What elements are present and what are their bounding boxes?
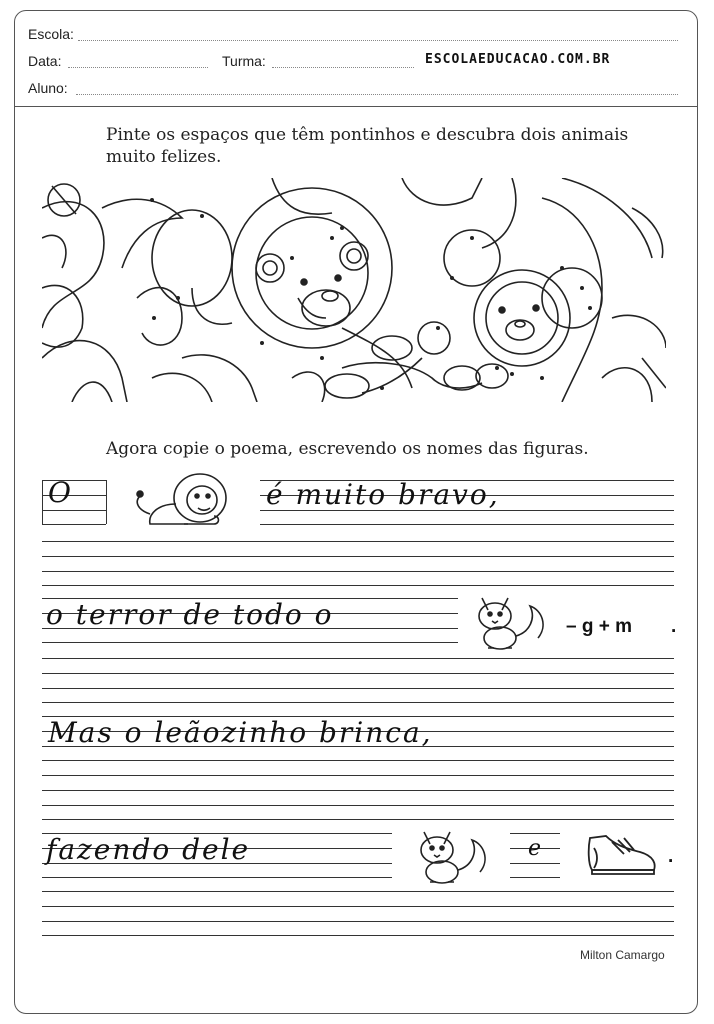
writing-lines[interactable]	[42, 775, 674, 819]
school-field[interactable]	[78, 40, 678, 41]
writing-lines[interactable]	[42, 541, 674, 585]
row1-text: é muito bravo,	[266, 478, 500, 511]
class-label: Turma:	[222, 53, 266, 69]
row4-text: fazendo dele	[46, 833, 251, 866]
lion-icon	[128, 470, 238, 530]
date-label: Data:	[28, 53, 62, 69]
row2-text: o terror de todo o	[46, 598, 334, 631]
row2-formula: – g + m	[566, 616, 632, 637]
cat-icon	[414, 822, 494, 888]
cat-icon	[472, 588, 552, 654]
class-field[interactable]	[272, 67, 414, 68]
writing-lines[interactable]	[42, 891, 674, 935]
student-label: Aluno:	[28, 80, 68, 96]
row2-period: .	[671, 616, 677, 637]
row3-text: Mas o leãozinho brinca,	[48, 716, 433, 749]
shoe-icon	[584, 828, 660, 878]
row4-connector: e	[528, 836, 544, 861]
instruction-2: Agora copie o poema, escrevendo os nomes das figuras.	[106, 439, 589, 459]
header-divider	[14, 106, 698, 107]
writing-lines[interactable]	[42, 658, 674, 702]
coloring-picture[interactable]	[42, 178, 666, 402]
row4-period: .	[668, 846, 674, 867]
poem-author: Milton Camargo	[580, 948, 665, 962]
school-label: Escola:	[28, 26, 74, 42]
instruction-1	[106, 124, 628, 168]
site-name: ESCOLAEDUCACAO.COM.BR	[425, 52, 611, 67]
date-field[interactable]	[68, 67, 208, 68]
instruction-1-line2: muito felizes.	[106, 147, 222, 167]
row1-article: O	[48, 476, 73, 509]
instruction-1-line1: Pinte os espaços que têm pontinhos e descubra dois animais	[106, 125, 629, 145]
student-field[interactable]	[76, 94, 678, 95]
